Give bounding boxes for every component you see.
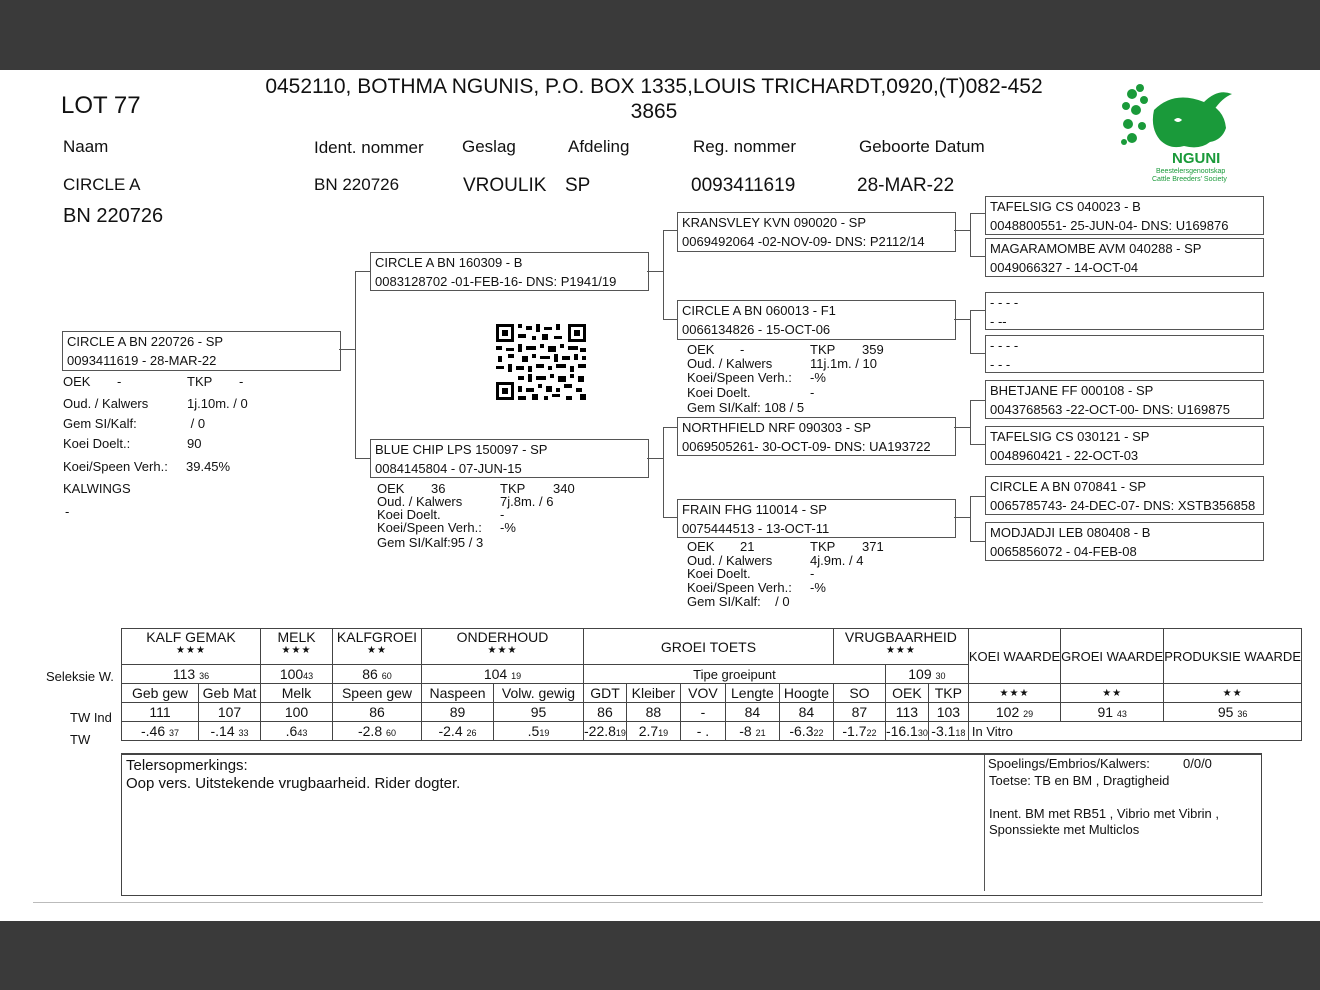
subject-tkp-label: TKP [187, 374, 213, 389]
animal-ident-large: BN 220726 [63, 205, 164, 227]
col-header: Lengte [725, 684, 779, 703]
subject-verh-label: Koei/Speen Verh.: [63, 459, 168, 474]
subject-gem-value: / 0 [187, 416, 206, 431]
group-groeitoets: GROEI TOETS [584, 629, 834, 665]
twind-cell: 107 [199, 703, 261, 722]
col-header: Kleiber [626, 684, 680, 703]
dam-verh-value: -% [500, 520, 516, 535]
groei-waarde-value: 91 43 [1061, 703, 1164, 722]
koei-waarde-value: 102 29 [968, 703, 1060, 722]
twind-cell: 113 [885, 703, 928, 722]
dam-oud-value: 7j.8m. / 6 [500, 494, 554, 509]
col-header: VOV [680, 684, 725, 703]
row-label-seleksie: Seleksie W. [46, 669, 114, 684]
gd2-gem: Gem SI/Kalf: / 0 [687, 594, 790, 609]
stars-onderhoud: ★★★ [487, 645, 518, 656]
breeder-info: 0452110, BOTHMA NGUNIS, P.O. BOX 1335,LOUIS TRICHARDT,0920,(T)082-452 3865 [265, 75, 1043, 123]
ggp-box-2: MAGARAMOMBE AVM 040288 - SP 0049066327 - 14-OCT-04 [985, 238, 1264, 277]
stars-produksie: ★★ [1164, 684, 1302, 703]
kalwings-label: KALWINGS [63, 481, 131, 496]
col-header: Geb gew [122, 684, 199, 703]
twind-cell: - [680, 703, 725, 722]
tw-cell: -2.4 26 [422, 722, 494, 741]
tw-cell: -16.130 [885, 723, 928, 739]
col-header: Hoogte [779, 684, 833, 703]
stars-kalfgemak: ★★★ [176, 645, 206, 656]
gd2-verh-value: -% [810, 580, 826, 595]
header-ident: Ident. nommer [314, 138, 424, 157]
ggp-box-3: - - - - - -- [985, 292, 1264, 330]
gd1-doelt-label: Koei Doelt. [687, 385, 751, 400]
tw-cell: -.14 33 [199, 722, 261, 741]
col-header: Melk [261, 684, 333, 703]
col-header: GDT [584, 684, 627, 703]
ggp-box-6: TAFELSIG CS 030121 - SP 0048960421 - 22-OCT-03 [985, 426, 1264, 465]
stars-groei: ★★ [1061, 684, 1164, 703]
header-geslag: Geslag [462, 137, 516, 156]
gd2-oek-label: OEK [687, 539, 715, 554]
dam-box: BLUE CHIP LPS 150097 - SP 0084145804 - 07-JUN-15 [370, 439, 649, 478]
gd1-verh-label: Koei/Speen Verh.: [687, 370, 792, 385]
gd2-tkp-value: 371 [862, 539, 884, 554]
subject-oek-label: OEK [63, 374, 91, 389]
gd1-tkp-value: 359 [862, 342, 884, 357]
gd2-verh-label: Koei/Speen Verh.: [687, 580, 792, 595]
sel-kalfgroei: 86 60 [333, 665, 422, 684]
animal-naam: CIRCLE A [63, 175, 141, 194]
dam-oud-label: Oud. / Kalwers [377, 494, 463, 509]
spoelings-label: Spoelings/Embrios/Kalwers: [988, 756, 1150, 771]
groei-waarde-header: GROEI WAARDE [1061, 629, 1164, 684]
in-vitro: In Vitro [968, 722, 1301, 741]
gd1-gem: Gem SI/Kalf: 108 / 5 [687, 400, 805, 415]
gd2-doelt-value: - [810, 566, 815, 581]
ggp-box-1: TAFELSIG CS 040023 - B 0048800551- 25-JUN-04- DNS: U169876 [985, 196, 1264, 235]
stars-melk: ★★★ [281, 645, 312, 656]
twind-cell: 103 [928, 703, 968, 722]
gp-box-3: NORTHFIELD NRF 090303 - SP 0069505261- 30-OCT-09- DNS: UA193722 [677, 417, 956, 456]
produksie-waarde-header: PRODUKSIE WAARDE [1164, 629, 1302, 684]
dam-gem: Gem SI/Kalf:95 / 3 [377, 535, 484, 550]
gd1-oek-value: - [740, 342, 745, 357]
twind-cell: 84 [725, 703, 779, 722]
ggp-box-4: - - - - - - - [985, 335, 1264, 373]
inenting-line1: Inent. BM met RB51 , Vibrio met Vibrin , [989, 806, 1220, 821]
twind-cell: 100 [261, 703, 333, 722]
col-header: Naspeen [422, 684, 494, 703]
dam-doelt-label: Koei Doelt. [377, 507, 441, 522]
header-naam: Naam [63, 137, 109, 156]
remarks-text: Oop vers. Uitstekende vrugbaarheid. Rider dogter. [126, 775, 461, 792]
twind-cell: 86 [584, 703, 627, 722]
header-geboorte: Geboorte Datum [859, 137, 985, 156]
koei-waarde-header: KOEI WAARDE [968, 629, 1060, 684]
animal-ident: BN 220726 [314, 175, 400, 194]
subject-tkp-value: - [239, 374, 244, 389]
ggp-box-5: BHETJANE FF 000108 - SP 0043768563 -22-OCT-00- DNS: U169875 [985, 380, 1264, 419]
gp-box-1: KRANSVLEY KVN 090020 - SP 0069492064 -02-NOV-09- DNS: P2112/14 [677, 212, 956, 252]
tw-cell: .519 [494, 722, 584, 741]
stars-vrugbaarheid: ★★★ [885, 645, 916, 656]
top-bar [0, 0, 1320, 70]
remarks-section [121, 753, 1262, 896]
sel-vrug: 109 30 [885, 665, 968, 684]
dam-doelt-value: - [500, 507, 505, 522]
kalwings-value: - [65, 504, 70, 519]
sel-onderhoud: 104 19 [422, 665, 584, 684]
twind-cell: 89 [422, 703, 494, 722]
tw-cell: -3.118 [928, 722, 968, 741]
stars-kalfgroei: ★★ [367, 645, 387, 656]
gd2-oud-label: Oud. / Kalwers [687, 553, 773, 568]
col-header: SO [833, 684, 885, 703]
subject-box: CIRCLE A BN 220726 - SP 0093411619 - 28-MAR-22 [62, 331, 341, 371]
col-header: TKP [928, 684, 968, 703]
header-afdeling: Afdeling [568, 137, 630, 156]
col-header: Geb Mat [199, 684, 261, 703]
footer-divider [33, 902, 1263, 903]
logo-name: NGUNI [1172, 150, 1221, 167]
tw-cell: -1.722 [833, 722, 885, 741]
animal-reg: 0093411619 [691, 175, 796, 196]
stars-koei: ★★★ [968, 684, 1060, 703]
nguni-logo [1114, 80, 1244, 186]
subject-verh-value: 39.45% [186, 459, 231, 474]
logo-sub1: Beestelersgenootskap [1156, 168, 1226, 175]
group-vrugbaarheid: VRUGBAARHEID ★★★ [833, 629, 968, 665]
pedigree-certificate [0, 70, 1320, 921]
twind-cell: 88 [626, 703, 680, 722]
animal-afdeling: SP [565, 175, 591, 196]
sel-kalfgemak: 113 36 [122, 665, 261, 684]
tw-cell: -22.819 [584, 723, 626, 739]
group-kalfgroei: KALFGROEI ★★ [333, 629, 422, 665]
gd2-oek-value: 21 [740, 539, 755, 554]
group-kalfgemak: KALF GEMAK ★★★ [122, 629, 261, 665]
gd1-oud-label: Oud. / Kalwers [687, 356, 773, 371]
tw-cell: .643 [261, 722, 333, 741]
twind-cell: 111 [122, 703, 199, 722]
ggp-box-7: CIRCLE A BN 070841 - SP 0065785743- 24-DEC-07- DNS: XSTB356858 [985, 476, 1264, 515]
qr-code-icon [496, 324, 586, 400]
twind-cell: 86 [333, 703, 422, 722]
col-header: Speen gew [333, 684, 422, 703]
performance-table [121, 628, 1302, 741]
twind-cell: 84 [779, 703, 833, 722]
twind-cell: 95 [494, 703, 584, 722]
dam-tkp-value: 340 [553, 481, 575, 496]
animal-geboorte: 28-MAR-22 [857, 175, 955, 196]
gd1-doelt-value: - [810, 385, 815, 400]
col-header: OEK [885, 684, 928, 703]
dam-oek-label: OEK [377, 481, 405, 496]
gd1-tkp-label: TKP [810, 342, 836, 357]
group-onderhoud: ONDERHOUD ★★★ [422, 629, 584, 665]
spoelings-value: 0/0/0 [1183, 756, 1212, 771]
dam-tkp-label: TKP [500, 481, 526, 496]
group-melk: MELK ★★★ [261, 629, 333, 665]
subject-gem-label: Gem SI/Kalf: [63, 416, 137, 431]
lot-number: LOT 77 [61, 92, 141, 119]
gp-box-4: FRAIN FHG 110014 - SP 0075444513 - 13-OCT-11 [677, 499, 956, 538]
gp-box-2: CIRCLE A BN 060013 - F1 0066134826 - 15-OCT-06 [677, 300, 956, 340]
gd1-verh-value: -% [810, 370, 826, 385]
logo-sub2: Cattle Breeders' Society [1152, 176, 1227, 183]
inenting-line2: Sponssiekte met Multiclos [989, 822, 1140, 837]
gd2-oud-value: 4j.9m. / 4 [810, 553, 864, 568]
gd2-tkp-label: TKP [810, 539, 836, 554]
toetse: Toetse: TB en BM , Dragtigheid [989, 773, 1170, 788]
gd1-oud-value: 11j.1m. / 10 [810, 356, 877, 371]
tw-cell: -8 21 [725, 722, 779, 741]
ggp-box-8: MODJADJI LEB 080408 - B 0065856072 - 04-FEB-08 [985, 522, 1264, 561]
bottom-bar [0, 921, 1320, 990]
header-reg: Reg. nommer [693, 137, 796, 156]
tw-cell: -6.322 [779, 722, 833, 741]
subject-oud-label: Oud. / Kalwers [63, 396, 149, 411]
tipe-groeipunt: Tipe groeipunt [584, 665, 886, 684]
sel-melk: 10043 [261, 665, 333, 684]
tw-cell: -2.8 60 [333, 722, 422, 741]
dam-oek-value: 36 [431, 481, 446, 496]
dam-verh-label: Koei/Speen Verh.: [377, 520, 482, 535]
gd2-doelt-label: Koei Doelt. [687, 566, 751, 581]
col-header: Volw. gewig [494, 684, 584, 703]
subject-oek-value: - [117, 374, 122, 389]
subject-doelt-label: Koei Doelt.: [63, 436, 131, 451]
subject-oud-value: 1j.10m. / 0 [187, 396, 248, 411]
subject-doelt-value: 90 [187, 436, 202, 451]
produksie-waarde-value: 95 36 [1164, 703, 1302, 722]
gd1-oek-label: OEK [687, 342, 715, 357]
tw-cell: 2.719 [626, 722, 680, 741]
sire-box: CIRCLE A BN 160309 - B 0083128702 -01-FEB-16- DNS: P1941/19 [370, 252, 649, 291]
animal-geslag: VROULIK [463, 175, 547, 196]
tw-cell: -.46 37 [122, 722, 199, 741]
row-label-twind: TW Ind [70, 710, 112, 725]
remarks-title: Telersopmerkings: [126, 757, 248, 774]
row-label-tw: TW [70, 732, 91, 747]
tw-cell: - . [680, 722, 725, 741]
twind-cell: 87 [833, 703, 885, 722]
